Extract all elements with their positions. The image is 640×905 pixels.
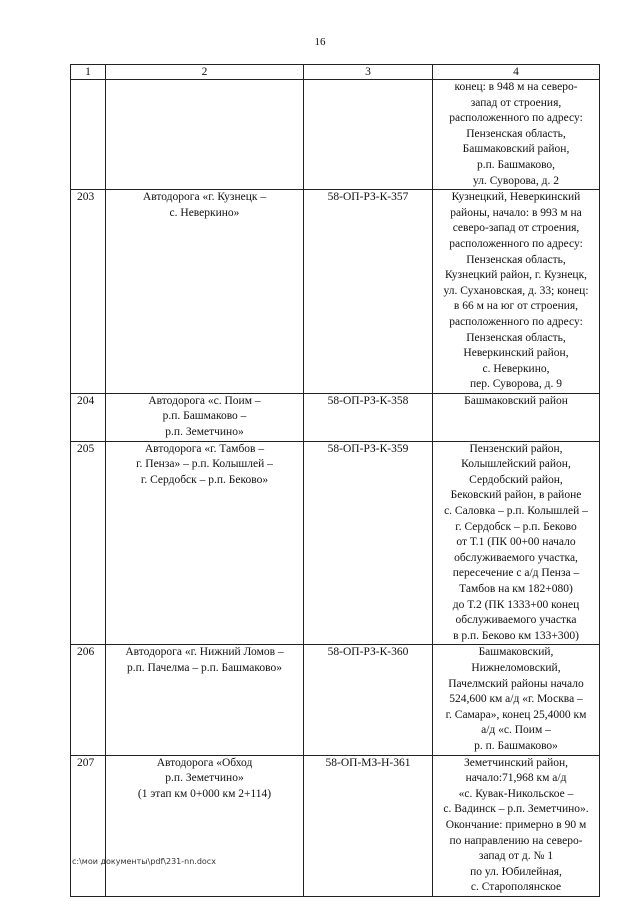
road-name-line: р.п. Земетчино»: [165, 426, 244, 439]
location-line: начало:71,968 км а/д: [465, 772, 567, 785]
column-header: 4: [433, 65, 600, 80]
location-line: Окончание: примерно в 90 м: [445, 818, 587, 831]
location-line: г. Сердобск – р.п. Беково: [455, 520, 577, 533]
location-line: конец: в 948 м на северо-: [454, 81, 578, 93]
road-name-line: Автодорога «Обход: [156, 756, 253, 769]
table-row: [71, 80, 600, 190]
location-line: северо-запад от строения,: [452, 222, 580, 235]
row-number: 207: [71, 755, 106, 896]
road-name-line: р.п. Пачелма – р.п. Башмаково»: [127, 661, 282, 674]
location-cell: [433, 190, 600, 394]
location-line: Башмаковский район,: [462, 143, 570, 156]
road-code-cell: 58-ОП-РЗ-К-357: [304, 190, 433, 394]
location-line: с. Неверкино,: [482, 362, 550, 375]
road-name-line: Автодорога «г. Кузнецк –: [142, 191, 267, 204]
location-line: до Т.2 (ПК 1333+00 конец: [452, 598, 580, 611]
location-line: г. Самара», конец 25,4000 км: [445, 708, 587, 721]
road-name-cell: [106, 755, 304, 896]
page-number: 16: [314, 36, 326, 48]
location-line: по направлению на северо-: [449, 834, 583, 847]
row-number: 206: [71, 645, 106, 755]
location-cell: [433, 645, 600, 755]
location-line: р.п. Башмаково,: [476, 158, 556, 171]
location-cell: [433, 441, 600, 645]
location-line: Кузнецкий, Неверкинский: [451, 191, 581, 204]
location-line: Башмаковский,: [478, 646, 554, 659]
location-line: Башмаковский район: [464, 394, 568, 407]
column-header: 2: [106, 65, 304, 80]
location-line: «с. Кувак-Никольское –: [458, 787, 574, 800]
table-row: [71, 190, 600, 394]
road-name-cell: [106, 393, 304, 441]
road-code-cell: [304, 80, 433, 190]
road-name-cell: [106, 645, 304, 755]
road-name-line: Автодорога «г. Нижний Ломов –: [125, 646, 284, 659]
location-line: Бековский район, в районе: [450, 489, 582, 502]
location-line: Земетчинский район,: [463, 756, 569, 769]
roads-table: [70, 64, 600, 897]
road-name-cell: [106, 80, 304, 190]
road-name-line: г. Пенза» – р.п. Колышлей –: [136, 458, 273, 471]
road-code-cell: 58-ОП-РЗ-К-358: [304, 393, 433, 441]
row-number: 203: [71, 190, 106, 394]
location-line: расположенного по адресу:: [449, 315, 583, 328]
location-line: с. Саловка – р.п. Колышлей –: [444, 505, 588, 518]
road-name-line: Автодорога «с. Поим –: [148, 394, 261, 407]
location-cell: [433, 755, 600, 896]
location-line: с. Старополянское: [470, 881, 562, 894]
location-line: пер. Суворова, д. 9: [470, 378, 562, 391]
road-name-line: р.п. Земетчино»: [165, 772, 244, 785]
location-line: Пензенская область,: [466, 127, 566, 140]
column-header: 1: [71, 65, 106, 80]
location-line: районы, начало: в 993 м на: [450, 206, 582, 219]
location-line: обслуживаемого участка,: [454, 551, 578, 564]
row-number: [71, 80, 106, 190]
location-line: пересечение с а/д Пенза –: [452, 567, 580, 580]
location-line: ул. Сухановская, д. 33; конец:: [443, 284, 589, 297]
column-header: 3: [304, 65, 433, 80]
location-line: по ул. Юбилейная,: [470, 865, 562, 878]
row-number: 204: [71, 393, 106, 441]
location-line: 524,600 км а/д «г. Москва –: [449, 693, 583, 706]
table-header-row: [71, 65, 600, 80]
location-line: обслуживаемого участка: [455, 614, 577, 627]
road-code-cell: 58-ОП-РЗ-К-359: [304, 441, 433, 645]
table-row: [71, 393, 600, 441]
location-line: запад от д. № 1: [478, 850, 554, 863]
table-row: [71, 645, 600, 755]
location-line: в 66 м на юг от строения,: [453, 300, 579, 313]
location-line: а/д «с. Поим –: [481, 724, 551, 737]
road-name-line: р.п. Башмаково –: [162, 410, 247, 423]
location-line: запад от строения,: [470, 96, 562, 109]
location-line: Сердобский район,: [469, 473, 563, 486]
location-line: расположенного по адресу:: [449, 112, 583, 125]
location-line: Нижнеломовский,: [471, 661, 561, 674]
road-name-line: с. Неверкино»: [169, 206, 240, 219]
location-line: Пачелмский районы начало: [448, 677, 584, 690]
location-line: расположенного по адресу:: [449, 237, 583, 250]
location-cell: [433, 393, 600, 441]
location-line: с. Вадинск – р.п. Земетчино».: [443, 803, 589, 816]
location-line: Пензенская область,: [466, 253, 566, 266]
road-name-line: г. Сердобск – р.п. Беково»: [140, 473, 269, 486]
location-line: Кузнецкий район, г. Кузнецк,: [444, 269, 588, 282]
table-row: [71, 755, 600, 896]
road-code-cell: 58-ОП-РЗ-К-360: [304, 645, 433, 755]
location-line: в р.п. Беково км 133+300): [453, 629, 579, 642]
road-code-cell: 58-ОП-МЗ-Н-361: [304, 755, 433, 896]
location-line: ул. Суворова, д. 2: [473, 174, 559, 187]
location-line: Пензенская область,: [466, 331, 566, 344]
road-name-cell: [106, 441, 304, 645]
location-line: Тамбов на км 182+080): [459, 583, 573, 595]
location-line: Неверкинский район,: [463, 347, 569, 360]
table-row: [71, 441, 600, 645]
road-name-line: (1 этап км 0+000 км 2+114): [137, 787, 272, 800]
location-line: Пензенский район,: [469, 442, 563, 455]
location-cell: [433, 80, 600, 190]
file-path-footer: c:\мои документы\pdf\231-nn.docx: [72, 857, 216, 866]
location-line: р. п. Башмаково»: [474, 739, 558, 752]
road-name-cell: [106, 190, 304, 394]
road-name-line: Автодорога «г. Тамбов –: [144, 442, 265, 455]
location-line: Колышлейский район,: [461, 458, 571, 471]
location-line: от Т.1 (ПК 00+00 начало: [456, 536, 576, 549]
row-number: 205: [71, 441, 106, 645]
